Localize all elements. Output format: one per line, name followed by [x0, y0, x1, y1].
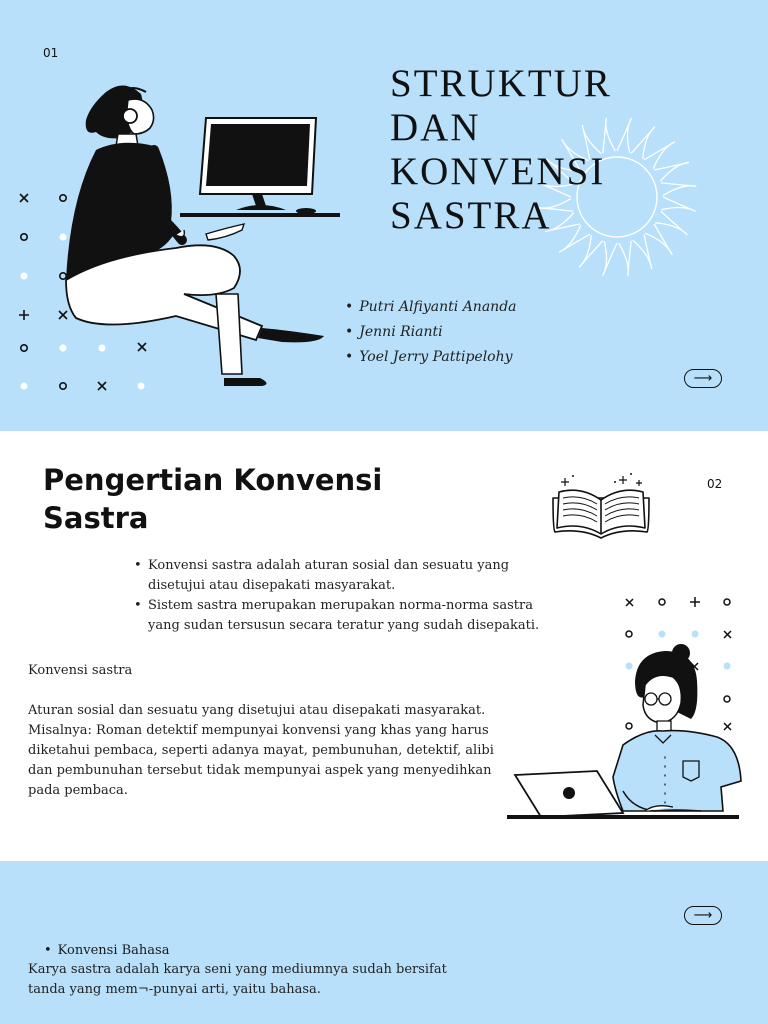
slide-language-convention [0, 861, 768, 1024]
bullet-item: • Konvensi Bahasa [44, 942, 169, 960]
sun-ray [633, 234, 652, 269]
desk [180, 213, 340, 217]
sun-ray [644, 142, 675, 169]
page-number: 02 [707, 477, 723, 491]
subheading: Konvensi sastra [28, 663, 133, 678]
arrow-right-icon: ⟶ [693, 371, 713, 386]
author-list [345, 295, 517, 370]
slide-title-heading: STRUKTUR DAN KONVENSI SASTRA [390, 62, 612, 237]
next-slide-button[interactable] [684, 906, 722, 925]
sun-ray [655, 211, 687, 235]
bullet-item: • Sistem sastra merupakan merupakan norma-norma sastra yang sudan tersusun secara teratur yang sudah disepakati. [132, 596, 552, 636]
body-paragraph: Karya sastra adalah karya seni yang mediumnya sudah bersifat tanda yang mem¬-punyai arti, yaitu bahasa. [28, 962, 447, 997]
author-item: • Jenni Rianti [345, 320, 517, 345]
sun-ray [661, 183, 697, 196]
sun-ray [645, 224, 672, 255]
sun-ray [654, 162, 689, 181]
slide-title [0, 0, 768, 431]
sun-ray [661, 197, 695, 211]
body-paragraph: Aturan sosial dan sesuatu yang disetujui atau disepakati masyarakat. Misalnya: Roman detektif mempunyai konvensi yang khas yang harus diketahui pembaca, seperti adanya mayat, pembunuhan, detektif, alibi dan pembunuhan tersebut tidak mempunyai aspek yang menyedihkan pada pembaca. [28, 703, 494, 798]
page-number: 01 [43, 46, 59, 60]
mouse-icon [296, 208, 316, 214]
sun-ray [617, 118, 631, 152]
sun-ray [603, 241, 617, 275]
slide-definition [0, 431, 768, 861]
author-item: • Yoel Jerry Pattipelohy [345, 345, 517, 370]
slide-heading: Pengertian Konvensi Sastra [43, 463, 383, 535]
woman-with-laptop-illustration [505, 641, 745, 831]
definition-bullet-list [132, 556, 552, 636]
bullet-item: • Konvensi sastra adalah aturan sosial dan sesuatu yang disetujui atau disepakati masyarakat. [132, 556, 552, 596]
sun-ray [619, 241, 632, 277]
sun-ray [631, 127, 655, 159]
sun-ray [579, 235, 603, 267]
arrow-right-icon: ⟶ [693, 908, 713, 923]
woman-at-computer-illustration [66, 80, 336, 400]
next-slide-button[interactable] [684, 369, 722, 388]
author-item: • Putri Alfiyanti Ananda [345, 295, 517, 320]
monitor-icon [200, 118, 316, 210]
open-book-icon [551, 472, 651, 538]
